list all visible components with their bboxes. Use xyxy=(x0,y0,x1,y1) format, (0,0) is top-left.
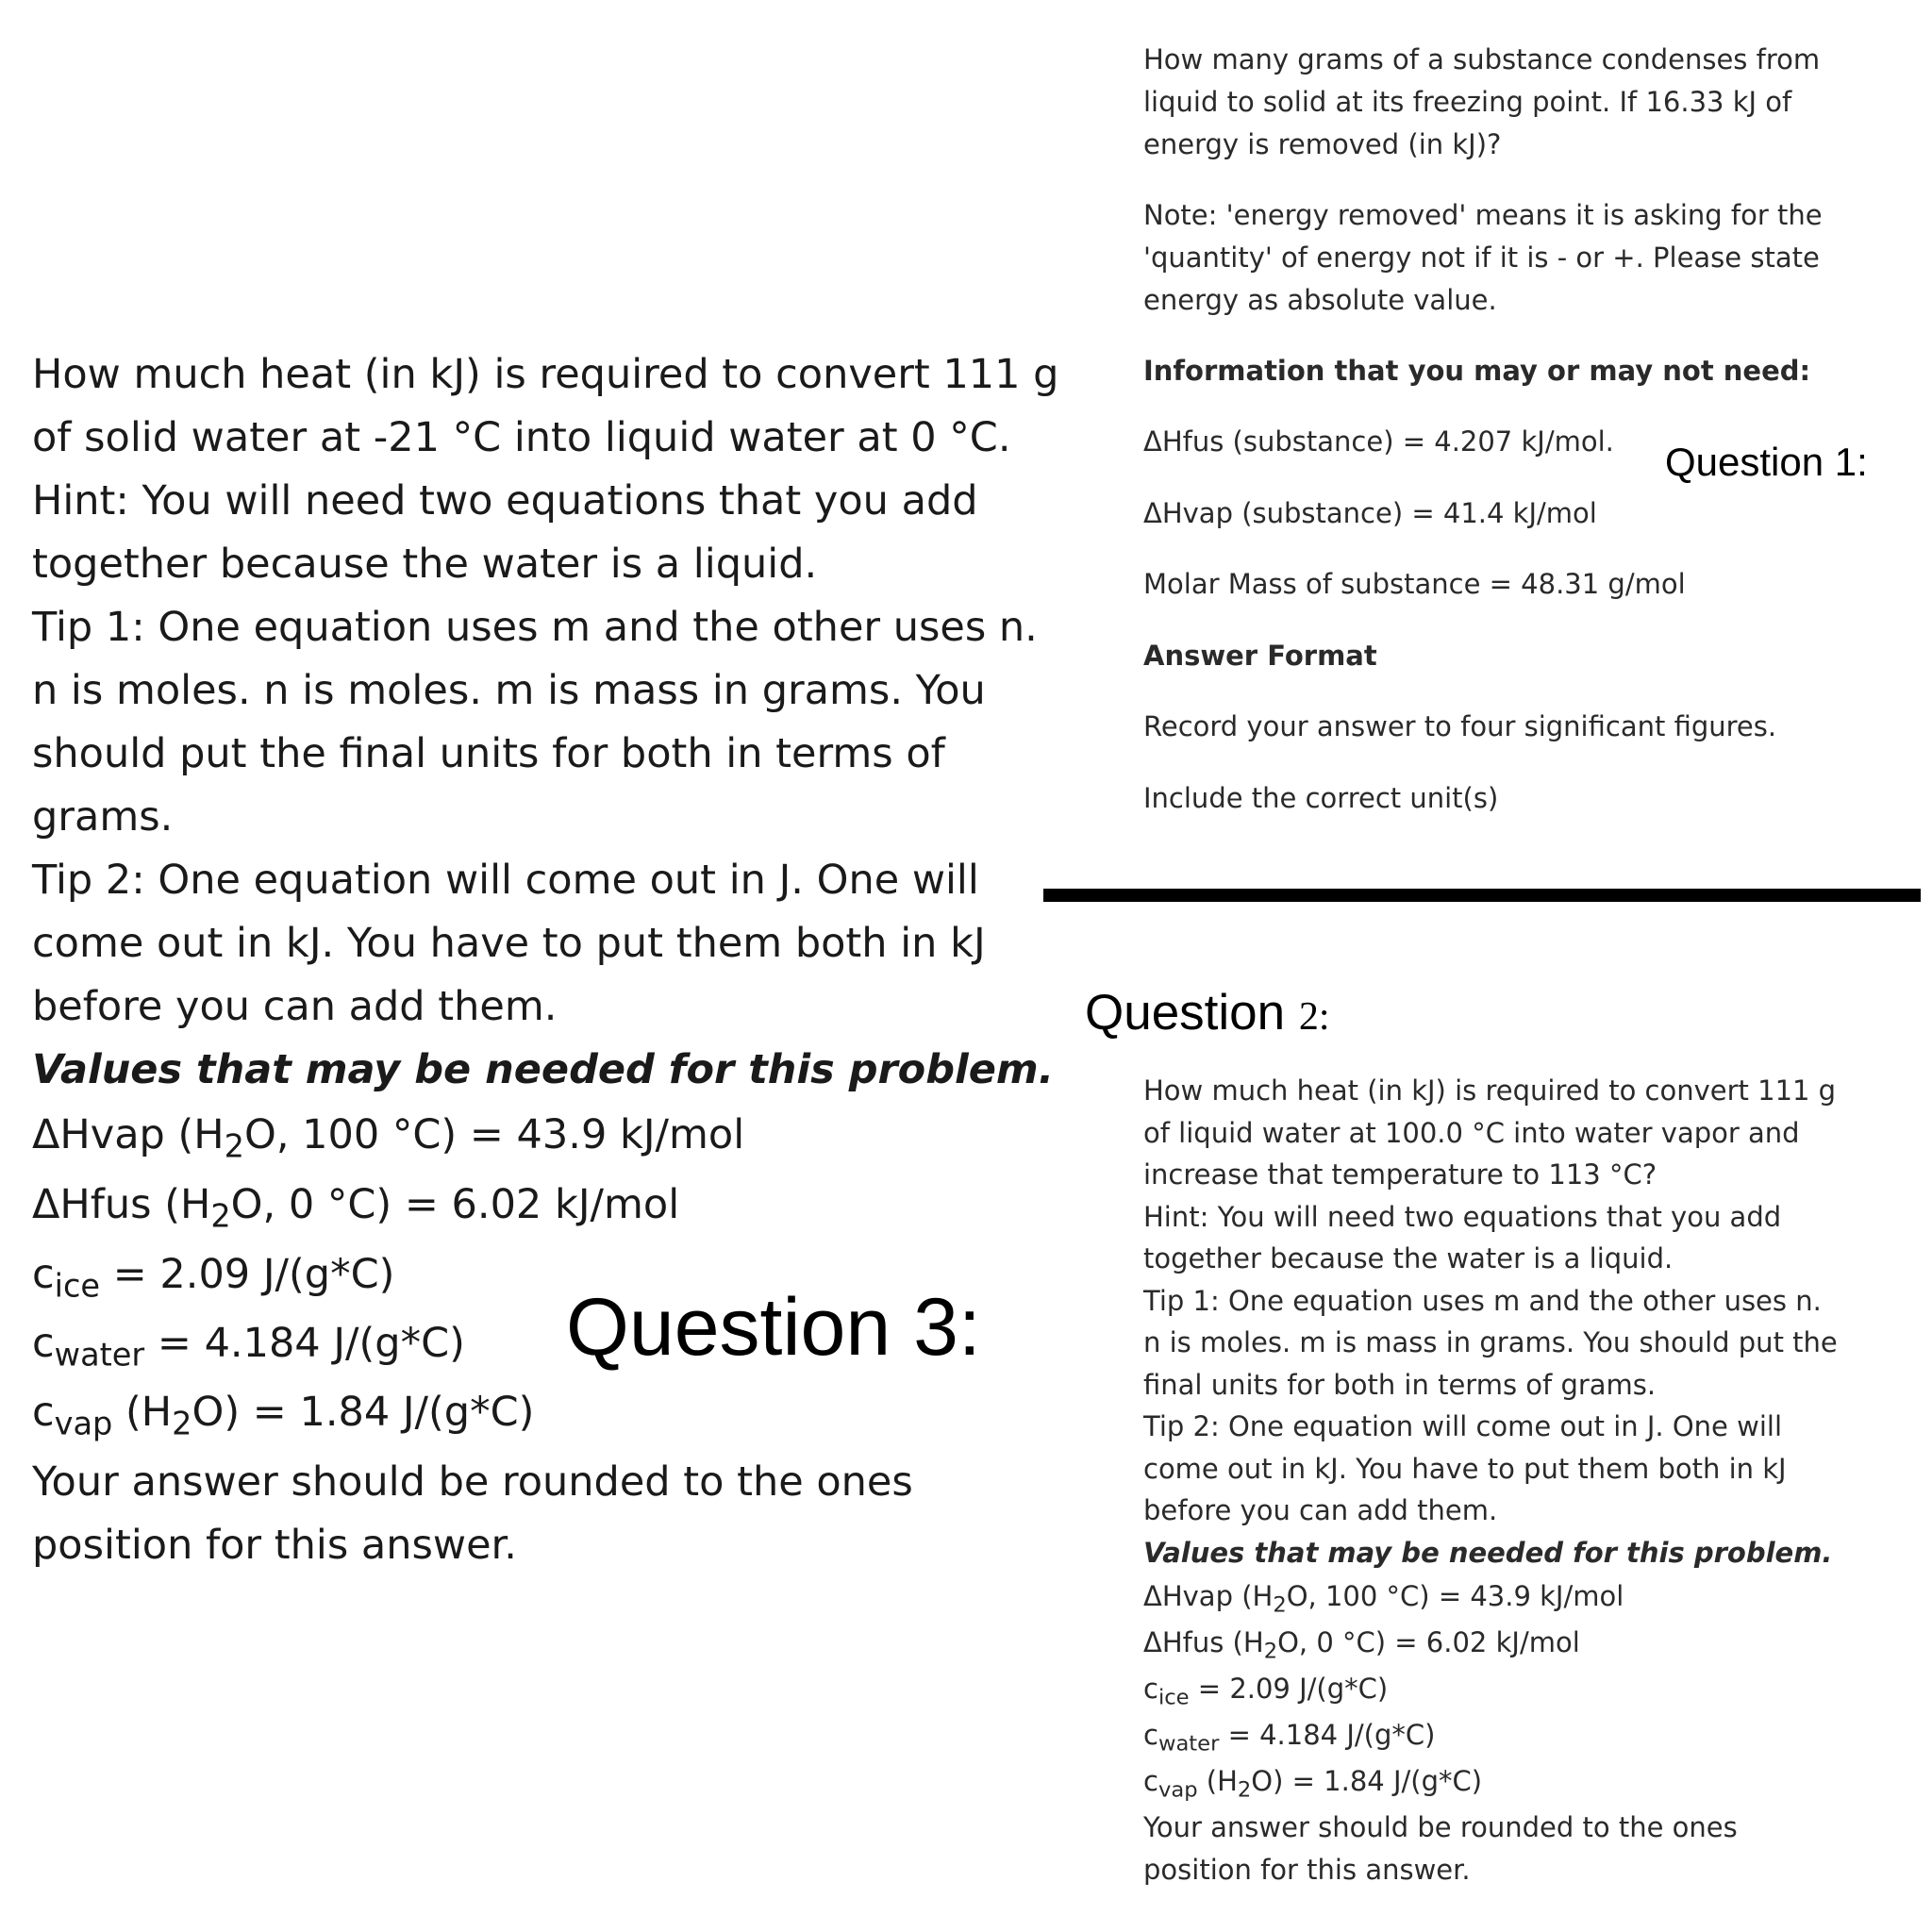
q3-line: of solid water at -21 °C into liquid water at 0 °C. xyxy=(32,414,1011,461)
q2-line: How much heat (in kJ) is required to convert 111 g xyxy=(1143,1074,1837,1107)
q1-info-item: Molar Mass of substance = 48.31 g/mol xyxy=(1143,568,1686,600)
q2-line: Tip 2: One equation will come out in J. One will xyxy=(1143,1410,1782,1442)
q1-prompt-line: energy is removed (in kJ)? xyxy=(1143,128,1502,160)
q2-line: Hint: You will need two equations that you add xyxy=(1143,1201,1782,1233)
q2-line: Tip 1: One equation uses m and the other uses n. xyxy=(1143,1285,1822,1317)
q1-answer-item: Record your answer to four significant figures. xyxy=(1143,710,1777,742)
q1-prompt-line: liquid to solid at its freezing point. If 16.33 kJ of xyxy=(1143,86,1792,118)
q2-line: increase that temperature to 113 °C? xyxy=(1143,1158,1657,1191)
q2-cvap: $c_{vap}$ $(H_2O) = 1.84$ J/(g*C) xyxy=(1143,1765,1483,1803)
q3-cice: $c_{ice} = 2.09$ J/(g*C) xyxy=(32,1251,395,1305)
q1-answer-item: Include the correct unit(s) xyxy=(1143,782,1499,814)
q2-footer-line: position for this answer. xyxy=(1143,1854,1471,1886)
q3-line: before you can add them. xyxy=(32,983,558,1030)
q3-line: grams. xyxy=(32,793,174,841)
q2-cice: $c_{ice} = 2.09$ J/(g*C) xyxy=(1143,1673,1389,1710)
q1-note-line: Note: 'energy removed' means it is asking for the xyxy=(1143,199,1823,231)
q3-footer-line: Your answer should be rounded to the ones xyxy=(32,1458,913,1506)
q2-dhfus: ΔHfus ($H_2O$, 0 °C) = 6.02 kJ/mol xyxy=(1143,1626,1580,1664)
q1-note-line: energy as absolute value. xyxy=(1143,284,1497,316)
q1-info-item: ΔHvap (substance) = 41.4 kJ/mol xyxy=(1143,497,1597,529)
q2-line: n is moles. m is mass in grams. You should put the xyxy=(1143,1326,1838,1358)
q3-line: come out in kJ. You have to put them both in kJ xyxy=(32,920,986,967)
q3-line: n is moles. n is moles. m is mass in grams. You xyxy=(32,667,986,714)
q3-line: together because the water is a liquid. xyxy=(32,541,818,588)
question2-label: Question 2: xyxy=(1085,985,1330,1041)
q3-dhvap: ΔHvap ($H_2O$, 100 °C) = 43.9 kJ/mol xyxy=(32,1111,745,1165)
q2-values-heading: Values that may be needed for this problem. xyxy=(1143,1537,1833,1569)
q3-line: How much heat (in kJ) is required to convert 111 g xyxy=(32,351,1059,398)
q3-cvap: $c_{vap}$ $(H_2O) = 1.84$ J/(g*C) xyxy=(32,1389,535,1442)
q3-line: Hint: You will need two equations that you add xyxy=(32,477,978,525)
q2-footer-line: Your answer should be rounded to the ones xyxy=(1143,1811,1738,1843)
q1-info-heading: Information that you may or may not need: xyxy=(1143,355,1811,387)
section-divider xyxy=(1043,889,1921,902)
q1-info-item: ΔHfus (substance) = 4.207 kJ/mol. xyxy=(1143,425,1614,458)
q3-footer-line: position for this answer. xyxy=(32,1522,517,1569)
q2-line: together because the water is a liquid. xyxy=(1143,1242,1674,1274)
q2-line: final units for both in terms of grams. xyxy=(1143,1369,1657,1401)
q2-cwater: $c_{water} = 4.184$ J/(g*C) xyxy=(1143,1719,1436,1757)
q3-values-heading: Values that may be needed for this problem. xyxy=(32,1046,1055,1093)
q2-line: come out in kJ. You have to put them both in kJ xyxy=(1143,1453,1787,1485)
q3-line: Tip 1: One equation uses m and the other uses n. xyxy=(32,604,1038,651)
q3-line: should put the final units for both in terms of xyxy=(32,730,945,777)
question1-label: Question 1: xyxy=(1665,440,1868,484)
q2-line: before you can add them. xyxy=(1143,1494,1498,1526)
q3-dhfus: ΔHfus ($H_2O$, 0 °C) = 6.02 kJ/mol xyxy=(32,1181,680,1235)
q2-dhvap: ΔHvap ($H_2O$, 100 °C) = 43.9 kJ/mol xyxy=(1143,1580,1624,1618)
q1-prompt-line: How many grams of a substance condenses from xyxy=(1143,43,1821,75)
question3-label: Question 3: xyxy=(566,1282,981,1373)
q2-line: of liquid water at 100.0 °C into water vapor and xyxy=(1143,1117,1800,1149)
q1-answer-heading: Answer Format xyxy=(1143,640,1377,672)
q1-note-line: 'quantity' of energy not if it is - or +. Please state xyxy=(1143,242,1820,274)
q3-line: Tip 2: One equation will come out in J. One will xyxy=(32,857,979,904)
q3-cwater: $c_{water} = 4.184$ J/(g*C) xyxy=(32,1320,465,1374)
